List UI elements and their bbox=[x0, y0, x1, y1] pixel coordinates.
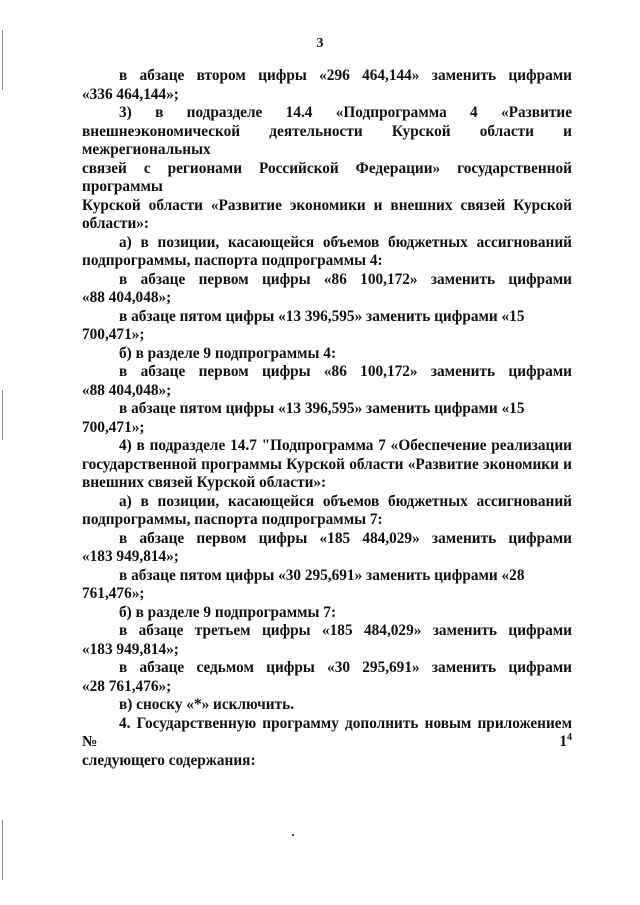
scan-edge-mark bbox=[2, 390, 3, 440]
text-line: в абзаце втором цифры «296 464,144» заменить цифрами bbox=[119, 67, 572, 84]
superscript-number: 4 bbox=[567, 731, 572, 743]
text-line: связей с регионами Российской Федерации» государственной программы bbox=[82, 159, 572, 195]
text-line: внешних связей Курской области»: bbox=[82, 474, 327, 491]
text-line: подпрограммы, паспорта подпрограммы 4: bbox=[82, 252, 383, 269]
text-line-content: 4. Государственную программу дополнить новым приложением № bbox=[82, 714, 572, 750]
text-line: следующего содержания: bbox=[82, 751, 256, 769]
text-line: в абзаце третьем цифры «185 484,029» заменить цифрами bbox=[119, 622, 572, 639]
text-line: «88 404,048»; bbox=[82, 381, 172, 399]
text-line: в абзаце первом цифры «185 484,029» заменить цифрами bbox=[119, 529, 572, 547]
text-line: государственной программы Курской области «Развитие экономики и bbox=[82, 455, 572, 473]
text-line: «28 761,476»; bbox=[82, 677, 172, 695]
text-line: в абзаце седьмом цифры «30 295,691» заменить цифрами bbox=[119, 659, 572, 676]
text-line: области»: bbox=[82, 215, 150, 232]
text-line: Курской области «Развитие экономики и внешних связей Курской bbox=[82, 196, 572, 214]
text-line: в абзаце пятом цифры «13 396,595» заменить цифрами «15 700,471»; bbox=[82, 307, 525, 343]
text-line: 4) в подразделе 14.7 "Подпрограмма 7 «Обеспечение реализации bbox=[119, 437, 572, 454]
scan-speck bbox=[292, 834, 294, 836]
text-line: внешнеэкономической деятельности Курской области и межрегиональных bbox=[82, 122, 572, 158]
text-line: в абзаце первом цифры «86 100,172» заменить цифрами bbox=[119, 270, 572, 288]
text-line: в) сноску «*» исключить. bbox=[119, 696, 295, 713]
text-line: «88 404,048»; bbox=[82, 289, 172, 306]
text-line: подпрограммы, паспорта подпрограммы 7: bbox=[82, 511, 383, 528]
text-line: в абзаце пятом цифры «13 396,595» заменить цифрами «15 700,471»; bbox=[82, 400, 525, 436]
document-body bbox=[82, 67, 572, 770]
text-line: в абзаце пятом цифры «30 295,691» заменить цифрами «28 761,476»; bbox=[82, 566, 525, 602]
text-line: а) в позиции, касающейся объемов бюджетных ассигнований bbox=[119, 233, 572, 251]
text-line: «183 949,814»; bbox=[82, 640, 179, 658]
text-line: 4. Государственную программу дополнить новым приложением № $1^4$ bbox=[82, 714, 572, 750]
text-line: «336 464,144»; bbox=[82, 85, 179, 103]
text-line: б) в разделе 9 подпрограммы 7: bbox=[119, 603, 337, 621]
text-line: 3) в подразделе 14.4 «Подпрограмма 4 «Развитие bbox=[119, 104, 572, 121]
scan-edge-mark bbox=[2, 820, 3, 880]
text-line: а) в позиции, касающейся объемов бюджетных ассигнований bbox=[119, 492, 572, 510]
page-number: 3 bbox=[316, 36, 324, 51]
text-line: «183 949,814»; bbox=[82, 548, 179, 565]
text-line: в абзаце первом цифры «86 100,172» заменить цифрами bbox=[119, 363, 572, 380]
scan-edge-mark bbox=[2, 30, 3, 90]
text-line: б) в разделе 9 подпрограммы 4: bbox=[119, 344, 337, 362]
